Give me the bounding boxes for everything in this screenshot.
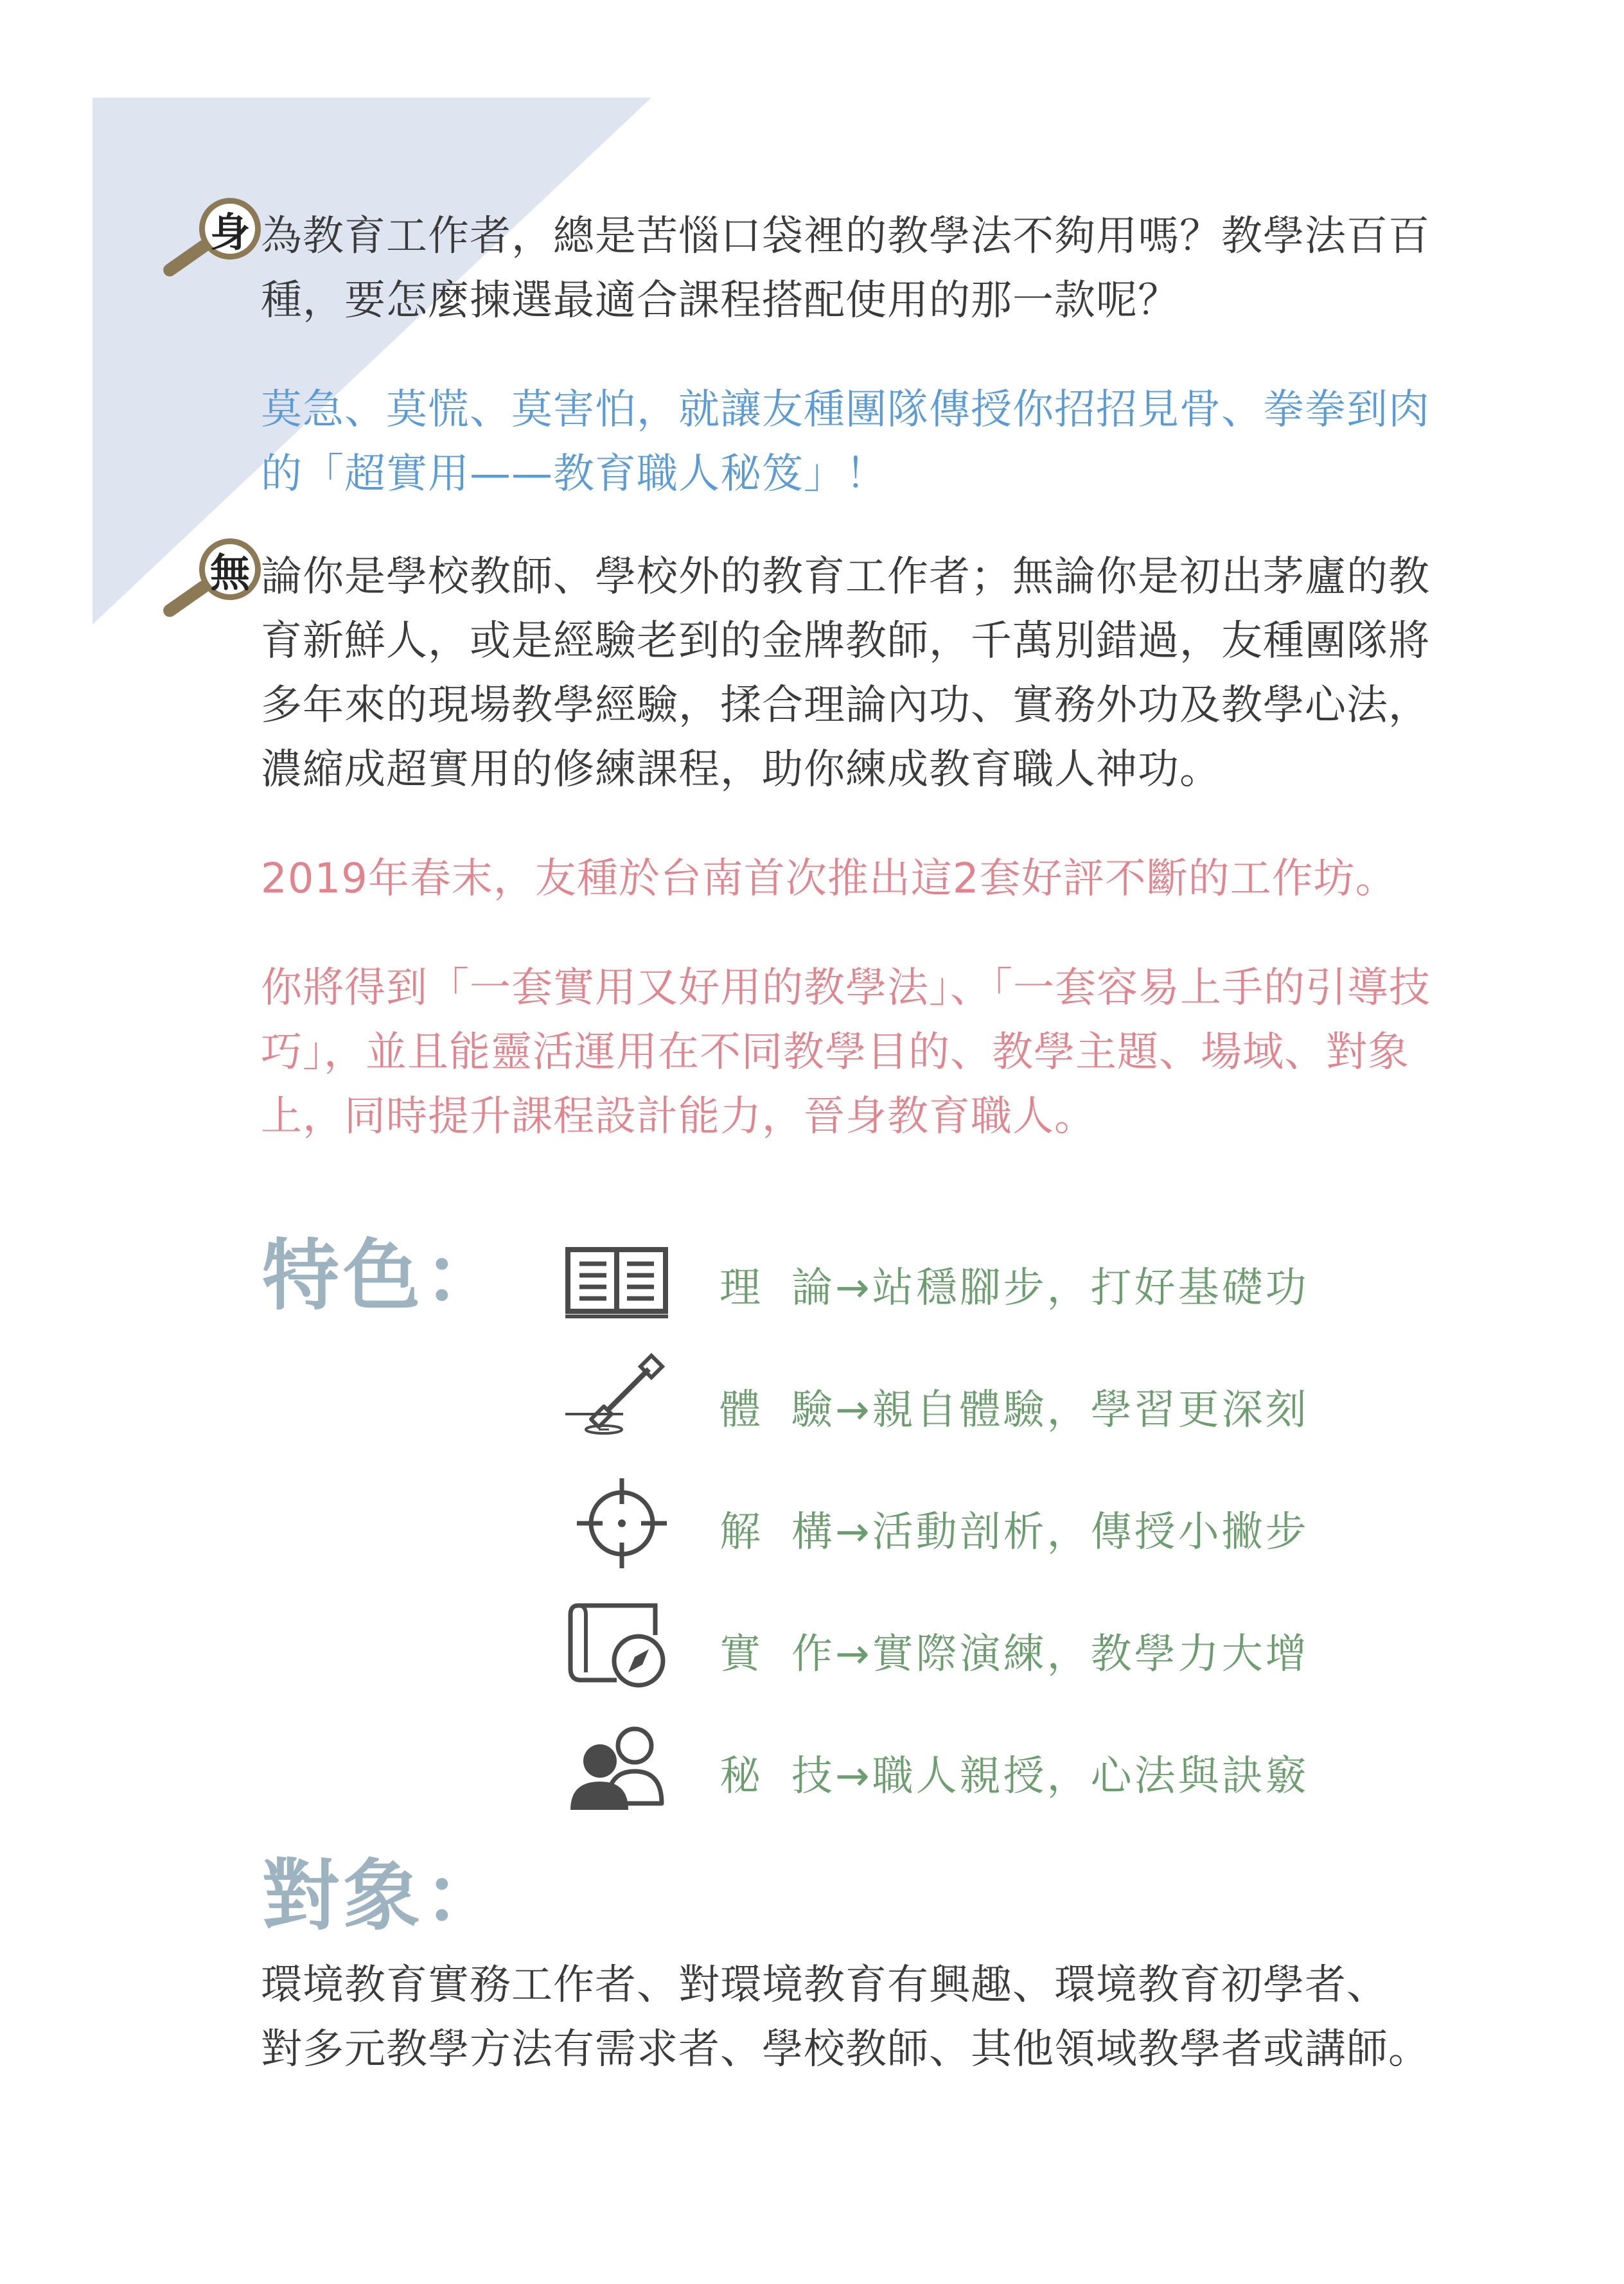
- audience-heading: 對象：: [262, 1852, 505, 1941]
- feature-description: →站穩腳步，打好基礎功: [835, 1264, 1309, 1312]
- feature-item-practice: [559, 1597, 1394, 1693]
- feature-name-char: 解: [719, 1509, 763, 1556]
- feature-name-char: 構: [791, 1509, 835, 1556]
- feature-name-char: 實: [719, 1631, 763, 1678]
- feature-name-char: 作: [791, 1631, 835, 1678]
- feature-description: →職人親授，心法與訣竅: [835, 1753, 1309, 1800]
- crosshair-icon: [559, 1474, 675, 1571]
- magnifier-drop-cap-1: [161, 198, 276, 288]
- drop-cap-letter: 身: [199, 198, 261, 260]
- drop-cap-letter: 無: [199, 538, 261, 600]
- feature-name-char: 驗: [791, 1386, 835, 1434]
- intro-paragraph-2: 莫急、莫慌、莫害怕，就讓友種團隊傳授你招招見骨、拳拳到肉的「超實用——教育職人秘笈」！: [261, 386, 1430, 498]
- feature-description: →親自體驗，學習更深刻: [835, 1386, 1309, 1434]
- feature-item-deconstruct: [559, 1474, 1394, 1571]
- audience-line-1: 環境教育實務工作者、對環境教育有興趣、環境教育初學者、: [261, 1961, 1388, 2009]
- intro-paragraph-4: 2019年春末，友種於台南首次推出這2套好評不斷的工作坊。: [261, 855, 1397, 903]
- feature-item-experience: [559, 1352, 1394, 1449]
- magnifier-drop-cap-2: [161, 538, 276, 628]
- feature-name-char: 技: [791, 1753, 835, 1800]
- intro-paragraph-5: 你將得到「一套實用又好用的教學法」、「一套容易上手的引導技巧」，並且能靈活運用在不同教學目的、教學主題、場域、對象上，同時提升課程設計能力，晉身教育職人。: [261, 964, 1431, 1140]
- intro-paragraph-3: 論你是學校教師、學校外的教育工作者；無論你是初出茅廬的教育新鮮人，或是經驗老到的金牌教師，千萬別錯過，友種團隊將多年來的現場教學經驗，揉合理論內功、實務外功及教學心法，濃縮成超實用的修練課程，助你練成教育職人神功。: [261, 553, 1430, 793]
- shovel-icon: [559, 1352, 675, 1449]
- feature-description: →實際演練，教學力大增: [835, 1631, 1309, 1678]
- feature-item-secret: [559, 1719, 1394, 1815]
- feature-name-char: 理: [719, 1264, 763, 1312]
- feature-description: →活動剖析，傳授小撇步: [835, 1509, 1309, 1556]
- book-icon: [559, 1230, 675, 1327]
- feature-name-char: 秘: [719, 1753, 763, 1800]
- audience-line-2: 對多元教學方法有需求者、學校教師、其他領域教學者或講師。: [261, 2026, 1430, 2073]
- map-compass-icon: [559, 1597, 675, 1693]
- feature-name-char: 論: [791, 1264, 835, 1312]
- intro-paragraph-1: 為教育工作者，總是苦惱口袋裡的教學法不夠用嗎？教學法百百種，要怎麼揀選最適合課程搭配使用的那一款呢？: [261, 213, 1430, 324]
- features-heading: 特色：: [262, 1232, 505, 1321]
- feature-name-char: 體: [719, 1386, 763, 1434]
- feature-item-theory: [559, 1230, 1394, 1327]
- people-icon: [559, 1719, 675, 1815]
